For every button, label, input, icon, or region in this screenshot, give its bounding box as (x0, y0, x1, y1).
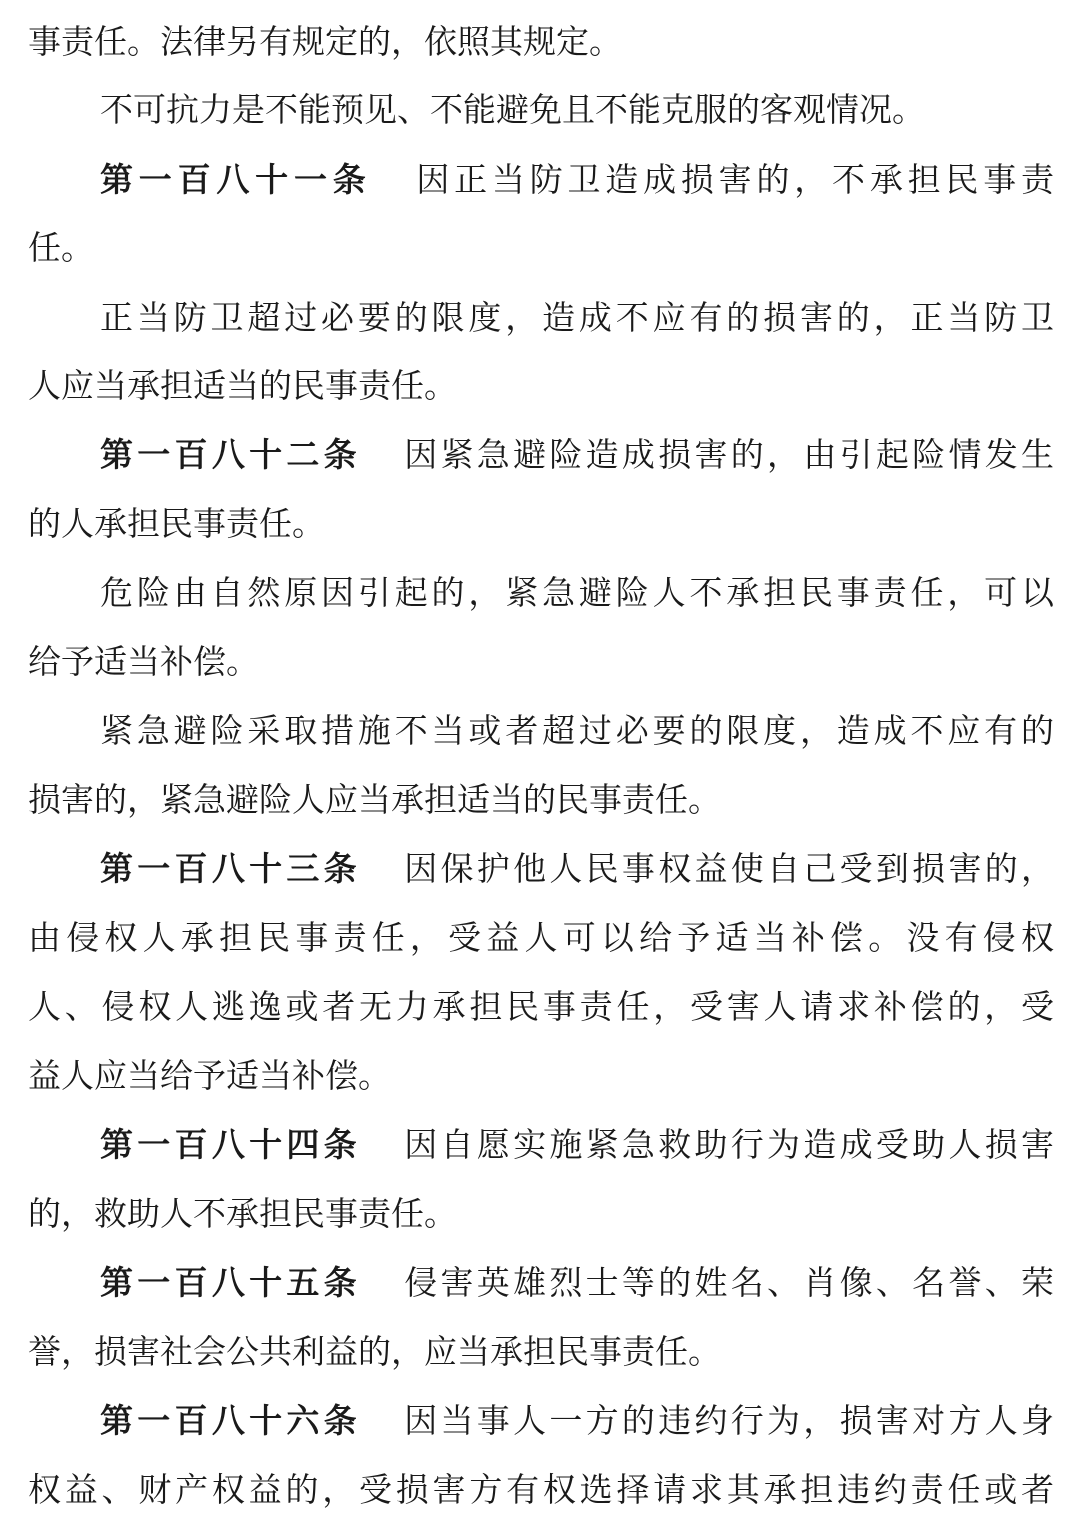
text-line: 由侵权人承担民事责任，受益人可以给予适当补偿。没有侵权 (28, 918, 1054, 957)
article-182-line (100, 425, 1054, 485)
text-span: 侵害英雄烈士等的姓名、肖像、名誉、荣 (400, 1263, 1054, 1302)
text-line: 紧急避险采取措施不当或者超过必要的限度，造成不应有的 (100, 711, 1054, 750)
text-line: 人应当承担适当的民事责任。 (28, 366, 457, 405)
article-number: 第一百八十三条 (100, 849, 361, 888)
article-185-line (100, 1253, 1054, 1313)
text-line: 不可抗力是不能预见、不能避免且不能克服的客观情况。 (100, 90, 925, 129)
text-line: 给予适当补偿。 (28, 642, 259, 681)
text-span: 因当事人一方的违约行为，损害对方人身 (400, 1401, 1054, 1440)
article-186-line (100, 1391, 1054, 1451)
text-span: 因自愿实施紧急救助行为造成受助人损害 (400, 1125, 1054, 1164)
article-184-line (100, 1115, 1054, 1175)
cropped-text-fragment (890, 1524, 970, 1535)
article-number: 第一百八十二条 (100, 435, 361, 474)
text-line: 益人应当给予适当补偿。 (28, 1056, 391, 1095)
text-line: 损害的，紧急避险人应当承担适当的民事责任。 (28, 780, 721, 819)
article-number: 第一百八十六条 (100, 1401, 361, 1440)
text-span: 因紧急避险造成损害的，由引起险情发生 (400, 435, 1054, 474)
text-line: 的人承担民事责任。 (28, 504, 325, 543)
article-183-line (100, 839, 1054, 899)
text-line: 任。 (28, 228, 94, 267)
text-span: 因正当防卫造成损害的，不承担民事责 (411, 160, 1054, 199)
text-line: 誉，损害社会公共利益的，应当承担民事责任。 (28, 1332, 721, 1371)
article-181-line (100, 150, 1054, 210)
article-number: 第一百八十五条 (100, 1263, 361, 1302)
text-span: 因保护他人民事权益使自己受到损害的， (400, 849, 1054, 888)
article-number: 第一百八十四条 (100, 1125, 361, 1164)
text-line: 权益、财产权益的，受损害方有权选择请求其承担违约责任或者 (28, 1470, 1054, 1509)
text-line: 事责任。法律另有规定的，依照其规定。 (28, 22, 622, 61)
text-line: 危险由自然原因引起的，紧急避险人不承担民事责任，可以 (100, 573, 1054, 612)
text-line: 人、侵权人逃逸或者无力承担民事责任，受害人请求补偿的，受 (28, 987, 1054, 1026)
article-number: 第一百八十一条 (100, 160, 372, 199)
text-line: 的，救助人不承担民事责任。 (28, 1194, 457, 1233)
text-line: 正当防卫超过必要的限度，造成不应有的损害的，正当防卫 (100, 298, 1054, 337)
